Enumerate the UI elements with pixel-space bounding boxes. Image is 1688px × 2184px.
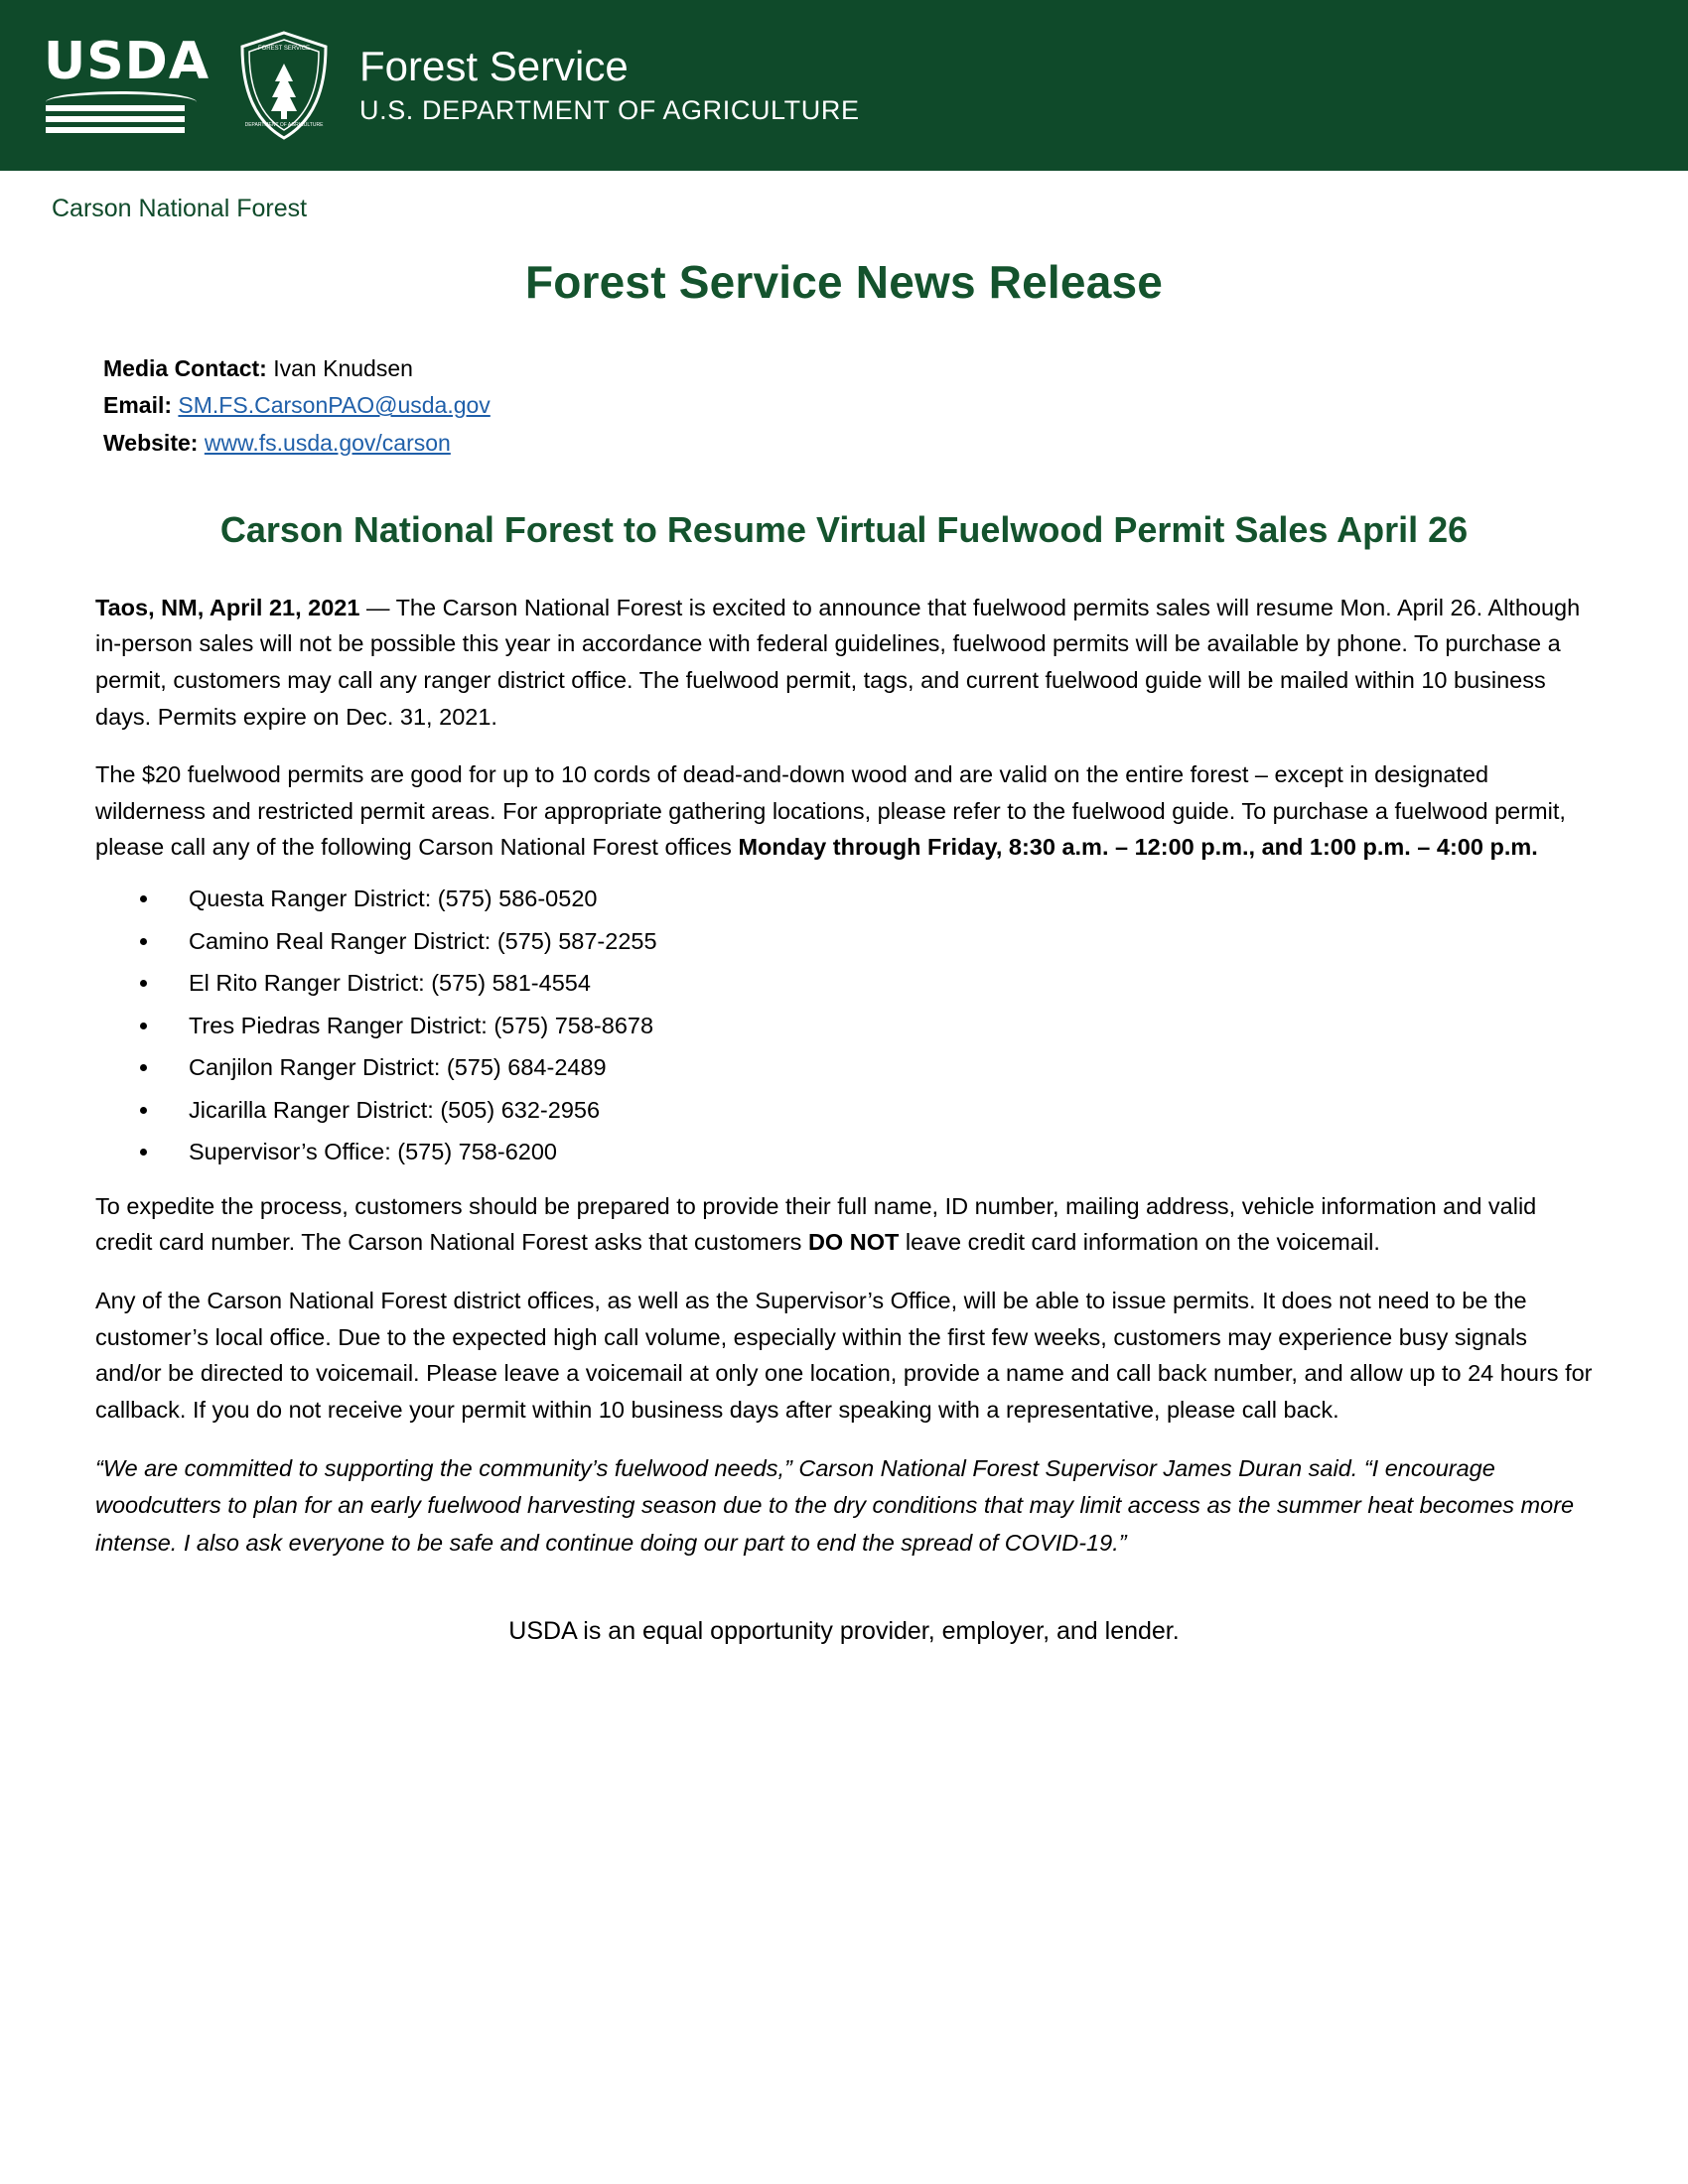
forest-service-shield-icon: [236, 30, 332, 141]
dateline: Taos, NM, April 21, 2021: [95, 594, 360, 620]
headline: Carson National Forest to Resume Virtual Fuelwood Permit Sales April 26: [219, 508, 1469, 550]
paragraph-3-text-b: leave credit card information on the voicemail.: [899, 1229, 1380, 1256]
forest-name: Carson National Forest: [52, 195, 308, 222]
agency-titles: [359, 45, 860, 125]
do-not-emphasis: DO NOT: [807, 1229, 900, 1256]
paragraph-quote: “We are committed to supporting the community’s fuelwood needs,” Carson National Forest Supervisor James Duran said. “I encourage woodcutters to plan for an early fuelwood harvesting season due to the dry conditions that may limit access as the summer heat becomes more intense. I also ask everyone to be safe and continue doing our part to end the spread of COVID-19.”: [95, 1454, 1575, 1556]
list-item: • Camino Real Ranger District: (575) 587-2255: [161, 930, 1593, 954]
contact-block: [103, 350, 1593, 462]
list-item: • El Rito Ranger District: (575) 581-4554: [161, 972, 1593, 996]
list-item: • Tres Piedras Ranger District: (575) 758-8678: [161, 1015, 1593, 1038]
office-phone-list: [95, 887, 1593, 1164]
office-hours: Monday through Friday, 8:30 a.m. – 12:00 p.m., and 1:00 p.m. – 4:00 p.m.: [738, 834, 1538, 861]
email-link[interactable]: SM.FS.CarsonPAO@usda.gov: [178, 392, 491, 419]
usda-bars-icon: [46, 105, 185, 138]
department-name: U.S. DEPARTMENT OF AGRICULTURE: [359, 94, 860, 125]
paragraph-2-text: The $20 fuelwood permits are good for up to 10 cords of dead-and-down wood and are valid on the entire forest – except in designated wilderness and restricted permit areas. For appropriate gathering locations, please refer to the fuelwood guide. To purchase a fuelwood permit, please call any of the following Carson National Forest offices: [95, 761, 1566, 861]
list-item: • Canjilon Ranger District: (575) 684-2489: [161, 1056, 1593, 1080]
website-line: [103, 425, 1593, 462]
media-contact-label: Media Contact:: [103, 355, 267, 381]
website-link[interactable]: www.fs.usda.gov/carson: [204, 429, 451, 456]
media-contact-value: Ivan Knudsen: [273, 355, 413, 381]
svg-text:FOREST SERVICE: FOREST SERVICE: [257, 46, 311, 52]
usda-header-band: [0, 0, 1688, 171]
paragraph-3: [95, 1188, 1593, 1261]
paragraph-3-text-a: To expedite the process, customers should be prepared to provide their full name, ID number, mailing address, vehicle information and valid credit card number. The Carson National Forest asks that customers: [95, 1192, 1537, 1256]
paragraph-1-text: — The Carson National Forest is excited to announce that fuelwood permits sales will resume Mon. April 26. Although in-person sales will not be possible this year in accordance with federal guidelines, fuelwood permits will be available by phone. To purchase a permit, customers may call any ranger district office. The fuelwood permit, tags, and current fuelwood guide will be mailed within 10 business days. Permits expire on Dec. 31, 2021.: [95, 594, 1581, 730]
email-label: Email:: [103, 392, 173, 419]
equal-opportunity-statement: USDA is an equal opportunity provider, employer, and lender.: [508, 1617, 1180, 1646]
usda-logo: [44, 32, 211, 135]
document-page: [0, 195, 1688, 1646]
list-item: • Jicarilla Ranger District: (505) 632-2956: [161, 1099, 1593, 1123]
list-item: • Questa Ranger District: (575) 586-0520: [161, 887, 1593, 911]
paragraph-1: [95, 590, 1593, 736]
paragraph-2: [95, 756, 1593, 866]
usda-swoosh-icon: [46, 91, 197, 104]
email-line: [103, 387, 1593, 424]
website-label: Website:: [103, 429, 199, 456]
paragraph-4: Any of the Carson National Forest district offices, as well as the Supervisor’s Office, will be able to issue permits. It does not need to be the customer’s local office. Due to the expected high call volume, especially within the first few weeks, customers may experience busy signals and/or be directed to voicemail. Please leave a voicemail at only one location, provide a name and call back number, and allow up to 24 hours for callback. If you do not receive your permit within 10 business days after speaking with a representative, please call back.: [95, 1287, 1593, 1423]
usda-wordmark: USDA: [44, 32, 211, 91]
media-contact-line: [103, 350, 1593, 387]
page-title: Forest Service News Release: [524, 256, 1164, 308]
svg-text:DEPARTMENT OF AGRICULTURE: DEPARTMENT OF AGRICULTURE: [244, 122, 324, 128]
list-item: • Supervisor’s Office: (575) 758-6200: [161, 1141, 1593, 1164]
agency-name: Forest Service: [359, 43, 629, 90]
article-body: [95, 590, 1593, 1563]
